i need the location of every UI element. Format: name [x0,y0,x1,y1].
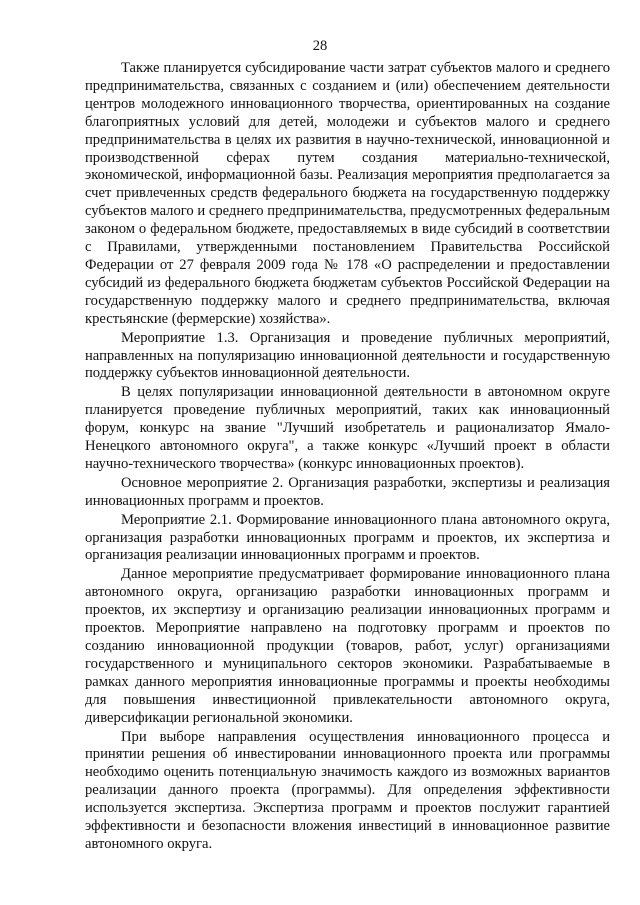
page-number: 28 [312,38,328,54]
paragraph-expertise: При выборе направления осуществления инновационного процесса и принятии решения об инвестировании инновационного проекта или программы необходимо оценить потенциальную значимость каждого из возможных вариантов реализации данного проекта (программы). Для определения эффективности используется экспертиза. Экспертиза программ и проектов послужит гарантией эффективности и безопасности вложения инвестиций в инновационное развитие автономного округа. [85,728,610,852]
paragraph-measure-description: Данное мероприятие предусматривает формирование инновационного плана автономного округа, организацию разработки инновационных программ и проектов, их экспертизу и организацию реализации инновационных программ и проектов. Мероприятие направлено на подготовку программ и проектов по созданию инновационной продукции (товаров, работ, услуг) организациями государственного и муниципального секторов экономики. Разрабатываемые в рамках данного мероприятия инновационные программы и проекты необходимы для повышения инвестиционной привлекательности автономного округа, диверсификации региональной экономики. [85,566,610,726]
paragraph-measure-2-1: Мероприятие 2.1. Формирование инновационного плана автономного округа, организация разработки инновационных программ и проектов, их экспертиза и организация реализации инновационных программ и проектов. [85,511,610,564]
document-body [85,60,610,854]
paragraph-measure-1-3: Мероприятие 1.3. Организация и проведение публичных мероприятий, направленных на популяризацию инновационной деятельности и государственную поддержку субъектов инновационной деятельности. [85,329,610,382]
paragraph-main-measure-2: Основное мероприятие 2. Организация разработки, экспертизы и реализация инновационных программ и проектов. [85,474,610,509]
paragraph-subsidies: Также планируется субсидирование части затрат субъектов малого и среднего предпринимательства, связанных с созданием и (или) обеспечением деятельности центров молодежного инновационного творчества, ориентированных на создание благоприятных условий для детей, молодежи и субъектов малого и среднего предпринимательства в целях их развития в научно-технической, инновационной и производственной сферах путем создания материально-технической, экономической, информационной базы. Реализация мероприятия предполагается за счет привлеченных средств федерального бюджета на государственную поддержку субъектов малого и среднего предпринимательства, предусмотренных федеральным законом о федеральном бюджете, предоставляемых в виде субсидий в соответствии с Правилами, утвержденными постановлением Правительства Российской Федерации от 27 февраля 2009 года № 178 «О распределении и предоставлении субсидий из федерального бюджета бюджетам субъектов Российской Федерации на государственную поддержку малого и среднего предпринимательства, включая крестьянские (фермерские) хозяйства». [85,60,610,327]
paragraph-popularization: В целях популяризации инновационной деятельности в автономном округе планируется проведение публичных мероприятий, таких как инновационный форум, конкурс на звание "Лучший изобретатель и рационализатор Ямало-Ненецкого автономного округа", а также конкурс «Лучший проект в области научно-технического творчества» (конкурс инновационных проектов). [85,384,610,472]
